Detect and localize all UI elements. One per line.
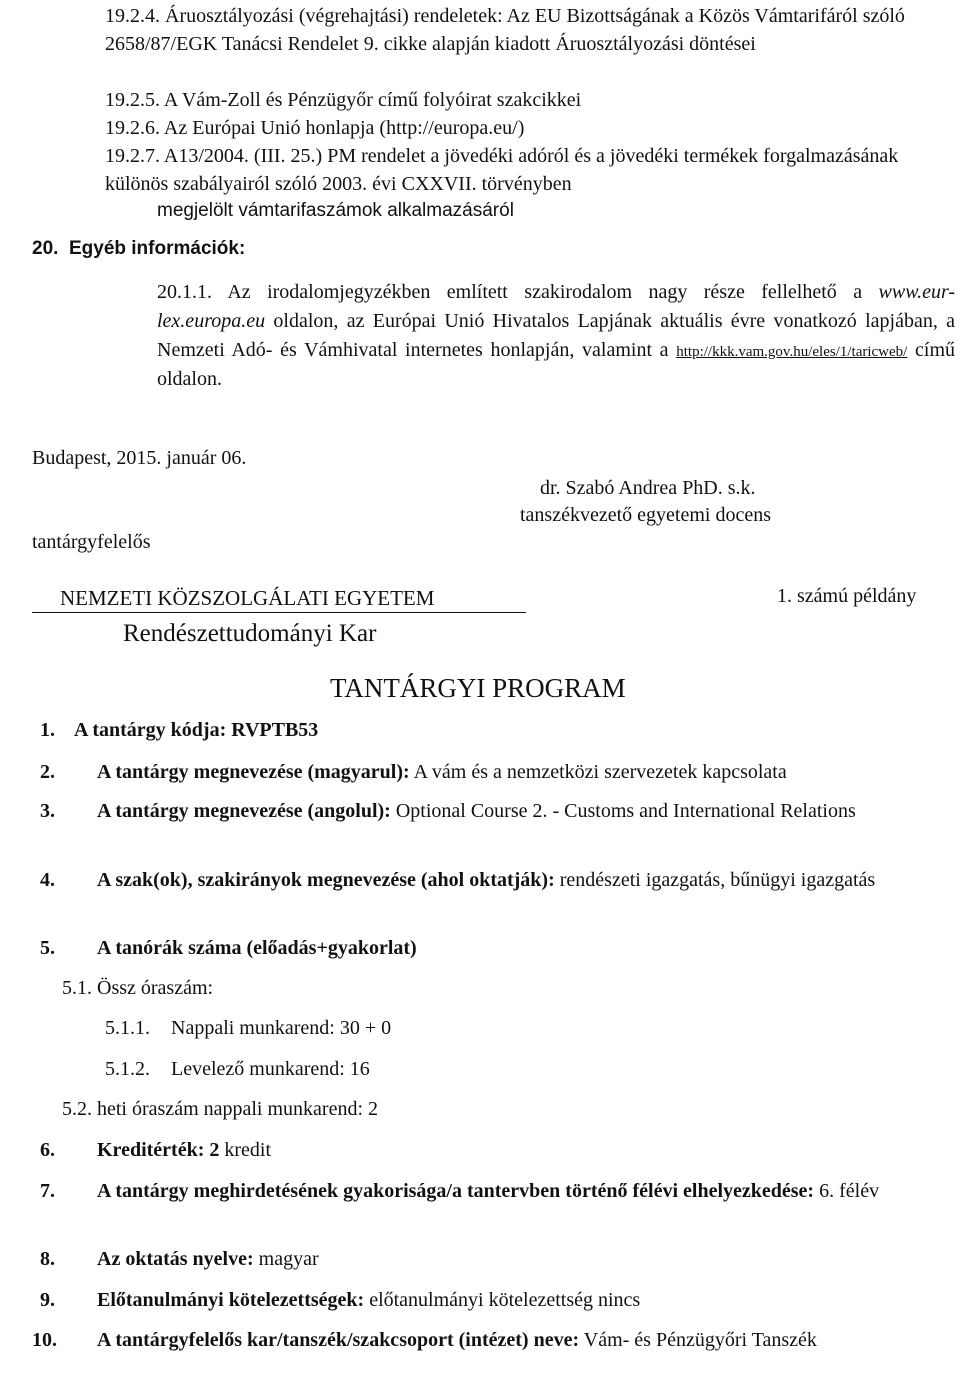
faculty-name: Rendészettudományi Kar bbox=[123, 620, 377, 647]
signatory-title: tanszékvezető egyetemi docens bbox=[520, 504, 771, 526]
signatory-role: tantárgyfelelős bbox=[32, 531, 151, 553]
ref-item-19-2-7-cont: megjelölt vámtarifaszámok alkalmazásáról bbox=[157, 200, 514, 221]
taricweb-link[interactable]: http://kkk.vam.gov.hu/eles/1/taricweb/ bbox=[676, 344, 908, 360]
course-item-4: 4. A szak(ok), szakirányok megnevezése (ahol oktatják): rendészeti igazgatás, bűnügyi igazgatás bbox=[40, 869, 876, 891]
university-name: NEMZETI KÖZSZOLGÁLATI EGYETEM bbox=[60, 586, 435, 610]
correspondence-hours: 5.1.2. Levelező munkarend: 16 bbox=[105, 1058, 370, 1080]
day-hours: 5.1.1. Nappali munkarend: 30 + 0 bbox=[105, 1017, 392, 1039]
header-divider bbox=[32, 612, 526, 613]
course-item-8: 8. Az oktatás nyelve: magyar bbox=[40, 1248, 319, 1270]
signatory-name: dr. Szabó Andrea PhD. s.k. bbox=[540, 477, 756, 499]
item-text: A Vám-Zoll és Pénzügyőr című folyóirat szakcikkei bbox=[163, 89, 582, 111]
ref-item-19-2-4 bbox=[105, 2, 955, 58]
program-title: TANTÁRGYI PROGRAM bbox=[330, 673, 626, 703]
item-text: Áruosztályozási (végrehajtási) rendeletek: Az EU Bizottságának a Közös Vámtarifáról szóló 2658/87/EGK Tanácsi Rendelet 9. cikke alapján kiadott Áruosztályozási döntései bbox=[105, 5, 905, 55]
course-item-5: 5. A tanórák száma (előadás+gyakorlat) bbox=[40, 937, 417, 959]
item-number: 19.2.7. bbox=[105, 145, 160, 167]
section-20-item: 20.1.1. Az irodalomjegyzékben említett szakirodalom nagy része fellelhető a www.eur-lex.europa.eu oldalon, az Európai Unió Hivatalos Lapjának aktuális évre vonatkozó lapjában, a Nemzeti Adó- és Vámhivatal internetes honlapján, valamint a http://kkk.vam.gov.hu/eles/1/taricweb/ című oldalon. bbox=[157, 281, 956, 390]
total-hours: 5.1. Össz óraszám: bbox=[62, 977, 214, 999]
section-20-heading: 20. Egyéb információk: bbox=[32, 238, 246, 259]
europa-link[interactable]: http://europa.eu/ bbox=[386, 117, 518, 139]
item-text: A13/2004. (III. 25.) PM rendelet a jövedéki adóról és a jövedéki termékek forgalmazásának különös szabályairól szóló 2003. évi CXXVII. törvényben bbox=[105, 145, 899, 195]
weekly-hours: 5.2. heti óraszám nappali munkarend: 2 bbox=[62, 1098, 379, 1120]
course-item-10: 10. A tantárgyfelelős kar/tanszék/szakcsoport (intézet) neve: Vám- és Pénzügyőri Tanszék bbox=[32, 1329, 817, 1351]
ref-item-19-2-6: 19.2.6. Az Európai Unió honlapja (http://europa.eu/) bbox=[105, 117, 525, 139]
course-item-9: 9. Előtanulmányi kötelezettségek: előtanulmányi kötelezettség nincs bbox=[40, 1289, 641, 1311]
item-text: Az Európai Unió honlapja ( bbox=[163, 117, 387, 139]
item-number: 19.2.5. bbox=[105, 89, 160, 111]
course-item-6: 6. Kreditérték: 2 kredit bbox=[40, 1139, 272, 1161]
course-item-3: 3. A tantárgy megnevezése (angolul): Optional Course 2. - Customs and International Relations bbox=[40, 800, 856, 822]
course-item-2: 2. A tantárgy megnevezése (magyarul): A vám és a nemzetközi szervezetek kapcsolata bbox=[40, 761, 787, 783]
item-number: 20.1.1. bbox=[157, 281, 212, 303]
item-number: 19.2.6. bbox=[105, 117, 160, 139]
ref-item-19-2-7 bbox=[105, 142, 955, 198]
item-number: 19.2.4. bbox=[105, 5, 160, 27]
ref-item-19-2-5 bbox=[105, 86, 581, 114]
copy-label: 1. számú példány bbox=[777, 585, 917, 607]
eur-lex-link[interactable]: www.eur-lex.europa.eu bbox=[157, 281, 955, 332]
course-item-1: 1. A tantárgy kódja: RVPTB53 bbox=[40, 719, 319, 741]
place-date: Budapest, 2015. január 06. bbox=[32, 447, 247, 469]
course-item-7: 7. A tantárgy meghirdetésének gyakorisága/a tantervben történő félévi elhelyezkedése: 6. félév bbox=[40, 1180, 880, 1202]
